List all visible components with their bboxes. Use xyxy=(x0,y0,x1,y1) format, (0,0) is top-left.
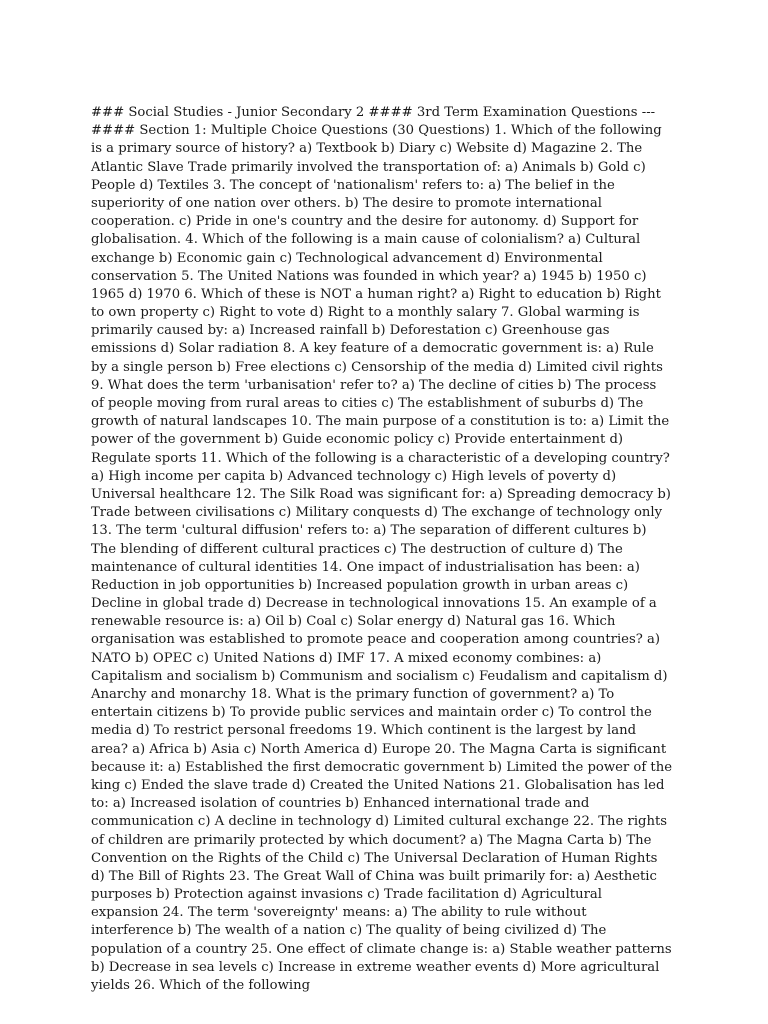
exam-questions-text: ### Social Studies - Junior Secondary 2 #### 3rd Term Examination Questions --- #### Section 1: Multiple Choice Questions (30 Questions) 1. Which of the following is a primary source of history? a) Textbook b) Diary c) Website d) Magazine 2. The Atlantic Slave Trade primarily involved the transportation of: a) Animals b) Gold c) People d) Textiles 3. The concept of 'nationalism' refers to: a) The belief in the superiority of one nation over others. b) The desire to promote international cooperation. c) Pride in one's country and the desire for autonomy. d) Support for globalisation. 4. Which of the following is a main cause of colonialism? a) Cultural exchange b) Economic gain c) Technological advancement d) Environmental conservation 5. The United Nations was founded in which year? a) 1945 b) 1950 c) 1965 d) 1970 6. Which of these is NOT a human right? a) Right to education b) Right to own property c) Right to vote d) Right to a monthly salary 7. Global warming is primarily caused by: a) Increased rainfall b) Deforestation c) Greenhouse gas emissions d) Solar radiation 8. A key feature of a democratic government is: a) Rule by a single person b) Free elections c) Censorship of the media d) Limited civil rights 9. What does the term 'urbanisation' refer to? a) The decline of cities b) The process of people moving from rural areas to cities c) The establishment of suburbs d) The growth of natural landscapes 10. The main purpose of a constitution is to: a) Limit the power of the government b) Guide economic policy c) Provide entertainment d) Regulate sports 11. Which of the following is a characteristic of a developing country? a) High income per capita b) Advanced technology c) High levels of poverty d) Universal healthcare 12. The Silk Road was significant for: a) Spreading democracy b) Trade between civilisations c) Military conquests d) The exchange of technology only 13. The term 'cultural diffusion' refers to: a) The separation of different cultures b) The blending of different cultural practices c) The destruction of culture d) The maintenance of cultural identities 14. One impact of industrialisation has been: a) Reduction in job opportunities b) Increased population growth in urban areas c) Decline in global trade d) Decrease in technological innovations 15. An example of a renewable resource is: a) Oil b) Coal c) Solar energy d) Natural gas 16. Which organisation was established to promote peace and cooperation among countries? a) NATO b) OPEC c) United Nations d) IMF 17. A mixed economy combines: a) Capitalism and socialism b) Communism and socialism c) Feudalism and capitalism d) Anarchy and monarchy 18. What is the primary function of government? a) To entertain citizens b) To provide public services and maintain order c) To control the media d) To restrict personal freedoms 19. Which continent is the largest by land area? a) Africa b) Asia c) North America d) Europe 20. The Magna Carta is significant because it: a) Established the first democratic government b) Limited the power of the king c) Ended the slave trade d) Created the United Nations 21. Globalisation has led to: a) Increased isolation of countries b) Enhanced international trade and communication c) A decline in technology d) Limited cultural exchange 22. The rights of children are primarily protected by which document? a) The Magna Carta b) The Convention on the Rights of the Child c) The Universal Declaration of Human Rights d) The Bill of Rights 23. The Great Wall of China was built primarily for: a) Aesthetic purposes b) Protection against invasions c) Trade facilitation d) Agricultural expansion 24. The term 'sovereignty' means: a) The ability to rule without interference b) The wealth of a nation c) The quality of being civilized d) The population of a country 25. One effect of climate change is: a) Stable weather patterns b) Decrease in sea levels c) Increase in extreme weather events d) More agricultural yields 26. Which of the following xyxy=(91,105,673,993)
